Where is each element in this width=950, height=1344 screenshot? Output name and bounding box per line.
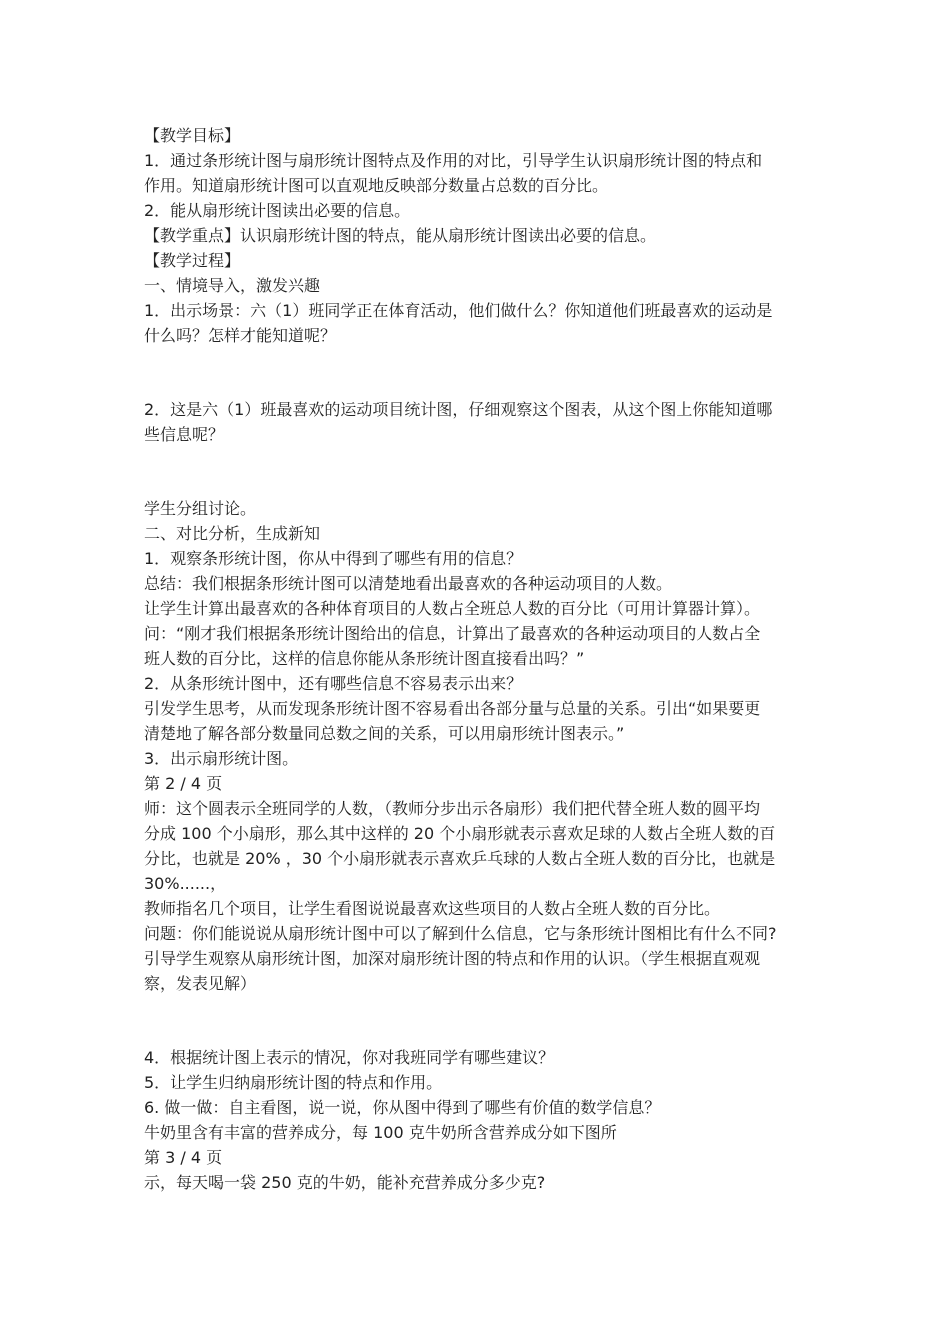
group-discussion: 学生分组讨论。 — [144, 499, 257, 518]
part-2-heading: 二、对比分析，生成新知 — [144, 524, 321, 543]
page-number-3: 第 3 / 4 页 — [144, 1148, 223, 1167]
guide-thinking-line-1: 引发学生思考，从而发现条形统计图不容易看出各部分量与总量的关系。引出“如果要更 — [144, 699, 761, 718]
section-heading-teaching-process: 【教学过程】 — [144, 251, 241, 270]
guide-observe-line-2: 察，发表见解） — [144, 974, 257, 993]
part-2-step-4: 4．根据统计图上表示的情况，你对我班同学有哪些建议？ — [144, 1048, 555, 1067]
teacher-line-3: 分比，也就是 20% ，30 个小扇形就表示喜欢乒乓球的人数占全班人数的百分比，也就是 — [144, 849, 776, 868]
step-1-line-1: 1．出示场景：六（1）班同学正在体育活动，他们做什么？你知道他们班最喜欢的运动是 — [144, 301, 773, 320]
step-1-line-2: 什么吗？怎样才能知道呢？ — [144, 326, 337, 345]
calculate-percentages: 让学生计算出最喜欢的各种体育项目的人数占全班总人数的百分比（可用计算器计算）。 — [144, 599, 761, 618]
teacher-line-1: 师：这个圆表示全班同学的人数，（教师分步出示各扇形）我们把代替全班人数的圆平均 — [144, 799, 761, 818]
question-line-1: 问：“刚才我们根据条形统计图给出的信息，计算出了最喜欢的各种运动项目的人数占全 — [144, 624, 761, 643]
question-pie-vs-bar: 问题：你们能说说从扇形统计图中可以了解到什么信息，它与条形统计图相比有什么不同? — [144, 924, 777, 943]
teacher-assigns: 教师指名几个项目，让学生看图说说最喜欢这些项目的人数占全班人数的百分比。 — [144, 899, 721, 918]
question-line-2: 班人数的百分比，这样的信息你能从条形统计图直接看出吗？” — [144, 649, 585, 668]
part-2-step-6: 6. 做一做：自主看图，说一说，你从图中得到了哪些有价值的数学信息？ — [144, 1098, 661, 1117]
step-2-line-1: 2．这是六（1）班最喜欢的运动项目统计图，仔细观察这个图表，从这个图上你能知道哪 — [144, 400, 773, 419]
part-2-step-3: 3．出示扇形统计图。 — [144, 749, 299, 768]
goal-1-line-1: 1．通过条形统计图与扇形统计图特点及作用的对比，引导学生认识扇形统计图的特点和 — [144, 151, 763, 170]
goal-1-line-2: 作用。知道扇形统计图可以直观地反映部分数量占总数的百分比。 — [144, 176, 609, 195]
part-2-step-2: 2．从条形统计图中，还有哪些信息不容易表示出来？ — [144, 674, 523, 693]
step-2-line-2: 些信息呢？ — [144, 425, 225, 444]
milk-nutrition-line-2: 示，每天喝一袋 250 克的牛奶，能补充营养成分多少克? — [144, 1173, 546, 1192]
section-heading-teaching-goals: 【教学目标】 — [144, 126, 241, 145]
part-2-step-5: 5．让学生归纳扇形统计图的特点和作用。 — [144, 1073, 443, 1092]
page-number-2: 第 2 / 4 页 — [144, 774, 223, 793]
summary-line: 总结：我们根据条形统计图可以清楚地看出最喜欢的各种运动项目的人数。 — [144, 574, 673, 593]
goal-2: 2．能从扇形统计图读出必要的信息。 — [144, 201, 411, 220]
teacher-line-4: 30%......， — [144, 874, 227, 893]
milk-nutrition-line-1: 牛奶里含有丰富的营养成分，每 100 克牛奶所含营养成分如下图所 — [144, 1123, 617, 1142]
part-1-heading: 一、情境导入，激发兴趣 — [144, 276, 321, 295]
guide-thinking-line-2: 清楚地了解各部分数量同总数之间的关系，可以用扇形统计图表示。” — [144, 724, 625, 743]
guide-observe-line-1: 引导学生观察从扇形统计图，加深对扇形统计图的特点和作用的认识。（学生根据直观观 — [144, 949, 761, 968]
teacher-line-2: 分成 100 个小扇形，那么其中这样的 20 个小扇形就表示喜欢足球的人数占全班人数的百 — [144, 824, 776, 843]
part-2-step-1: 1．观察条形统计图，你从中得到了哪些有用的信息？ — [144, 549, 523, 568]
key-points: 【教学重点】认识扇形统计图的特点，能从扇形统计图读出必要的信息。 — [144, 226, 657, 245]
